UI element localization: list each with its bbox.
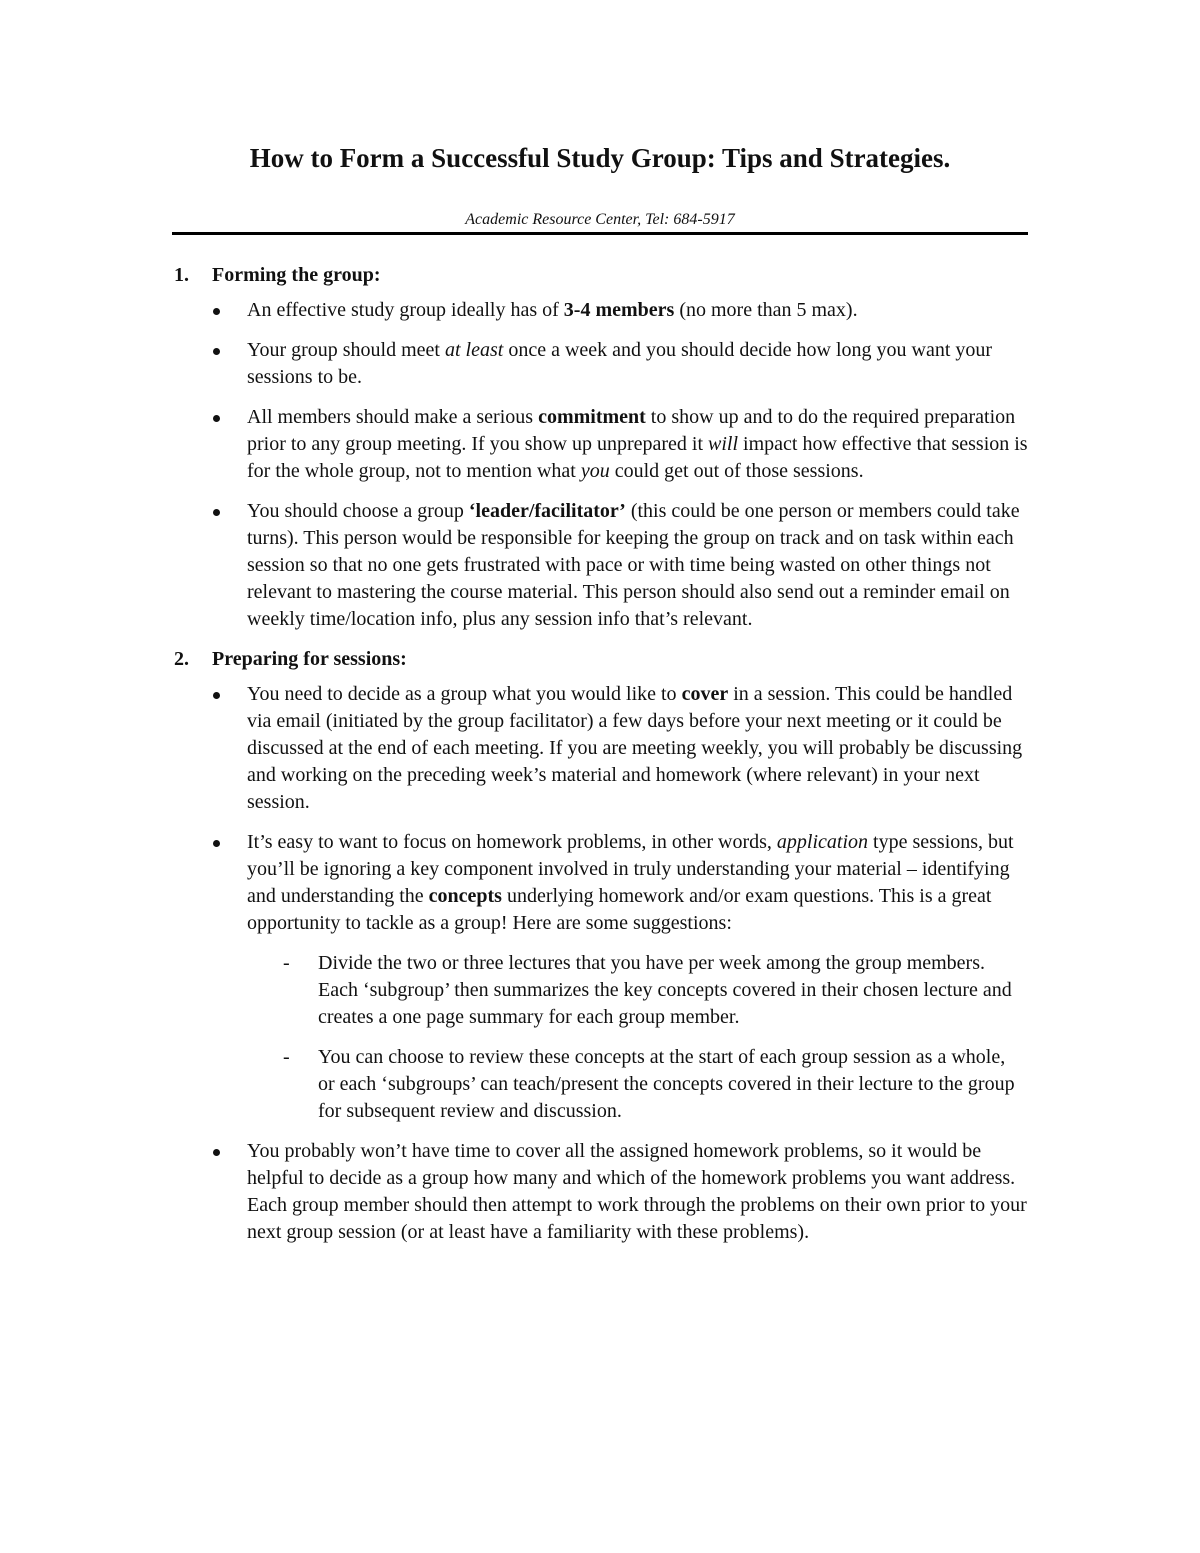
section-heading [0, 262, 1200, 289]
list-item [0, 829, 1032, 937]
bullet-icon [213, 840, 220, 847]
sub-list-item [0, 950, 1018, 1031]
bullet-text: (no more than 5 max). [674, 299, 858, 321]
bullet-icon [213, 509, 220, 516]
bullet-text-bold: cover [681, 683, 729, 705]
dash-marker: - [283, 952, 290, 974]
page-title: How to Form a Successful Study Group: Tips and Strategies. [249, 143, 951, 173]
bullet-text: You need to decide as a group what you would like to [247, 683, 682, 705]
bullet-text: It’s easy to want to focus on homework problems, in other words, [247, 831, 777, 853]
section-heading-text: Preparing for sessions: [212, 648, 407, 670]
bullet-text: You should choose a group [247, 500, 469, 522]
section-heading [0, 646, 1200, 673]
sub-item-text: Divide the two or three lectures that you have per week among the group members. Each ‘subgroup’ then summarizes the key concepts covered in their chosen lecture and creates a one page summary for each group member. [318, 952, 1012, 1028]
header-divider [172, 232, 1028, 235]
bullet-icon [213, 308, 220, 315]
bullet-text: type sessions, but you’ll be ignoring a key component involved in truly understanding your material – identifying and understanding the [247, 831, 1014, 907]
list-item [0, 297, 1032, 324]
list-item [0, 404, 1032, 485]
sub-list-item [0, 1044, 1018, 1125]
section-number: 1. [174, 264, 189, 286]
bullet-text: in a session. This could be handled via email (initiated by the group facilitator) a few days before your next meeting or it could be discussed at the end of each meeting. If you are meeting weekly, you will probably be discussing and working on the preceding week’s material and homework (where relevant) in your next session. [247, 683, 1023, 813]
document-body [0, 262, 1200, 1259]
bullet-text-italic: will [708, 433, 739, 455]
bullet-text-italic: application [776, 831, 869, 853]
bullet-text: to show up and to do the required preparation prior to any group meeting. If you show up unprepared it [247, 406, 1016, 455]
bullet-text: could get out of those sessions. [609, 460, 864, 482]
bullet-text: underlying homework and/or exam questions. This is a great opportunity to tackle as a group! Here are some suggestions: [247, 885, 992, 934]
list-item [0, 681, 1032, 816]
bullet-text-bold: concepts [428, 885, 502, 907]
bullet-text: (this could be one person or members could take turns). This person would be responsible for keeping the group on track and on task within each session so that no one gets frustrated with pace or with time being wasted on other things not relevant to mastering the course material. This person should also send out a reminder email on weekly time/location info, plus any session info that’s relevant. [247, 500, 1020, 630]
page-subtitle: Academic Resource Center, Tel: 684-5917 [465, 211, 735, 228]
section-preparing-sessions [0, 646, 1200, 1246]
bullet-icon [213, 692, 220, 699]
bullet-text-italic: at least [444, 339, 504, 361]
bullet-text-bold: commitment [538, 406, 646, 428]
list-item [0, 498, 1032, 633]
bullet-text: An effective study group ideally has of [247, 299, 564, 321]
section-heading-text: Forming the group: [212, 264, 381, 286]
bullet-text: Your group should meet [247, 339, 445, 361]
bullet-text: You probably won’t have time to cover all the assigned homework problems, so it would be helpful to decide as a group how many and which of the homework problems you want address. Each group member should then attempt to work through the problems on their own prior to your next group session (or at least have a familiarity with these problems). [247, 1140, 1027, 1243]
bullet-icon [213, 348, 220, 355]
section-number: 2. [174, 648, 189, 670]
dash-marker: - [283, 1046, 290, 1068]
bullet-text-bold: ‘leader/facilitator’ [468, 500, 626, 522]
bullet-icon [213, 1149, 220, 1156]
bullet-text-bold: 3-4 members [563, 299, 675, 321]
section-forming-group [0, 262, 1200, 633]
bullet-text-italic: you [580, 460, 610, 482]
bullet-icon [213, 415, 220, 422]
sub-item-text: You can choose to review these concepts at the start of each group session as a whole, or each ‘subgroups’ can teach/present the concepts covered in their lecture to the group for subsequent review and discussion. [318, 1046, 1015, 1122]
bullet-text: once a week and you should decide how long you want your sessions to be. [247, 339, 993, 388]
list-item [0, 337, 1032, 391]
bullet-text: impact how effective that session is for the whole group, not to mention what [247, 433, 1028, 482]
list-item [0, 1138, 1032, 1246]
bullet-text: All members should make a serious [247, 406, 539, 428]
